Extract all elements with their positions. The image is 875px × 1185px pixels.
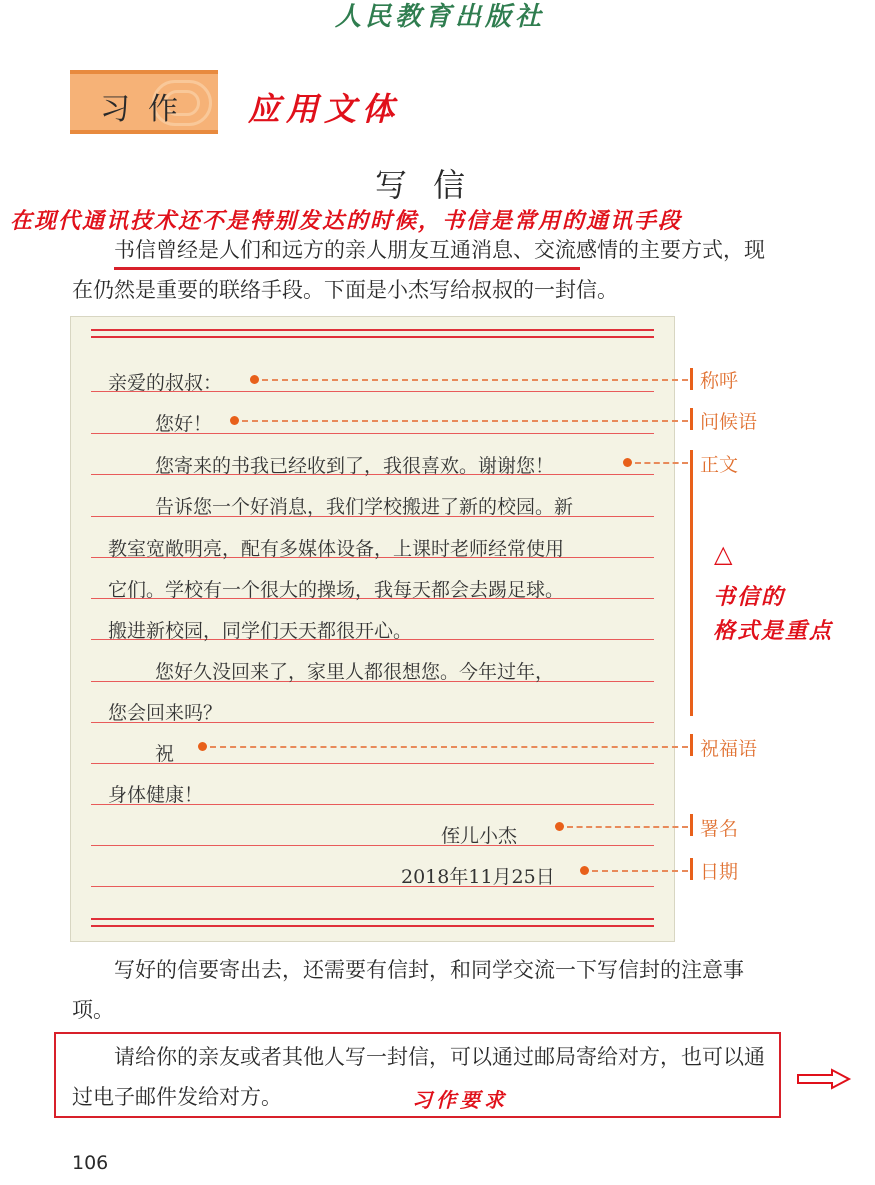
focus-annotation-line1: 书信的 <box>713 585 786 610</box>
leader-dot <box>198 742 207 751</box>
page-number: 106 <box>72 1152 109 1174</box>
letter-closing: 祝 <box>155 743 175 765</box>
leader-dot <box>623 458 632 467</box>
publisher-logo: 人民教育出版社 <box>334 2 545 32</box>
letter-body-line: 它们。学校有一个很大的操场，我每天都会去踢足球。 <box>108 579 565 601</box>
letter-rule <box>91 886 654 887</box>
label-bracket <box>690 450 693 716</box>
label-body: 正文 <box>700 454 739 476</box>
label-greeting: 问候语 <box>700 411 758 433</box>
letter-sample <box>70 316 675 942</box>
label-signature: 署名 <box>700 818 739 840</box>
letter-greeting: 您好！ <box>155 413 213 435</box>
letter-top-border-2 <box>91 336 654 338</box>
letter-body-line: 您好久没回来了，家里人都很想您。今年过年， <box>155 661 555 683</box>
label-bracket <box>690 734 693 756</box>
intro-paragraph: 书信曾经是人们和远方的亲人朋友互通消息、交流感情的主要方式，现在仍然是重要的联络手段。下面是小杰写给叔叔的一封信。 <box>72 238 765 302</box>
top-annotation: 在现代通讯技术还不是特别发达的时候，书信是常用的通讯手段 <box>10 209 683 234</box>
letter-bottom-border <box>91 918 654 920</box>
envelope-paragraph: 写好的信要寄出去，还需要有信封，和同学交流一下写信封的注意事项。 <box>72 958 744 1022</box>
letter-wish: 身体健康！ <box>108 784 204 806</box>
label-date: 日期 <box>700 861 739 883</box>
leader-line <box>242 420 688 422</box>
letter-body-line: 告诉您一个好消息，我们学校搬进了新的校园。新 <box>155 496 574 518</box>
leader-dot <box>230 416 239 425</box>
handwritten-underline <box>114 267 580 270</box>
genre-annotation: 应用文体 <box>248 90 401 128</box>
triangle-mark: △ <box>714 540 733 568</box>
letter-body-line: 教室宽敞明亮，配有多媒体设备，上课时老师经常使用 <box>108 538 565 560</box>
letter-bottom-border-2 <box>91 925 654 927</box>
letter-signature: 侄儿小杰 <box>441 825 518 847</box>
leader-line <box>567 826 688 828</box>
section-label: 习作 <box>100 92 196 127</box>
letter-top-border <box>91 329 654 331</box>
leader-line <box>210 746 688 748</box>
label-bracket <box>690 368 693 390</box>
focus-annotation-line2: 格式是重点 <box>713 619 834 644</box>
section-banner <box>70 70 218 134</box>
leader-line <box>262 379 688 381</box>
label-closing: 祝福语 <box>700 738 758 760</box>
letter-date: 2018年11月25日 <box>401 866 555 888</box>
requirement-annotation: 习作要求 <box>412 1088 508 1112</box>
leader-dot <box>555 822 564 831</box>
leader-dot <box>580 866 589 875</box>
letter-body-line: 搬进新校园，同学们天天都很开心。 <box>108 620 413 642</box>
letter-rule <box>91 845 654 846</box>
leader-line <box>592 870 688 872</box>
letter-body-line: 您会回来吗？ <box>108 702 223 724</box>
lesson-title: 写信 <box>374 166 491 204</box>
letter-salutation: 亲爱的叔叔： <box>108 372 223 394</box>
leader-line <box>635 462 688 464</box>
arrow-right-icon <box>796 1068 852 1090</box>
label-bracket <box>690 408 693 430</box>
task-paragraph: 请给你的亲友或者其他人写一封信，可以通过邮局寄给对方，也可以通过电子邮件发给对方。 <box>72 1045 765 1109</box>
letter-body-line: 您寄来的书我已经收到了，我很喜欢。谢谢您！ <box>155 455 555 477</box>
label-bracket <box>690 814 693 836</box>
label-salutation: 称呼 <box>700 370 739 392</box>
label-bracket <box>690 858 693 880</box>
letter-rule <box>91 763 654 764</box>
leader-dot <box>250 375 259 384</box>
